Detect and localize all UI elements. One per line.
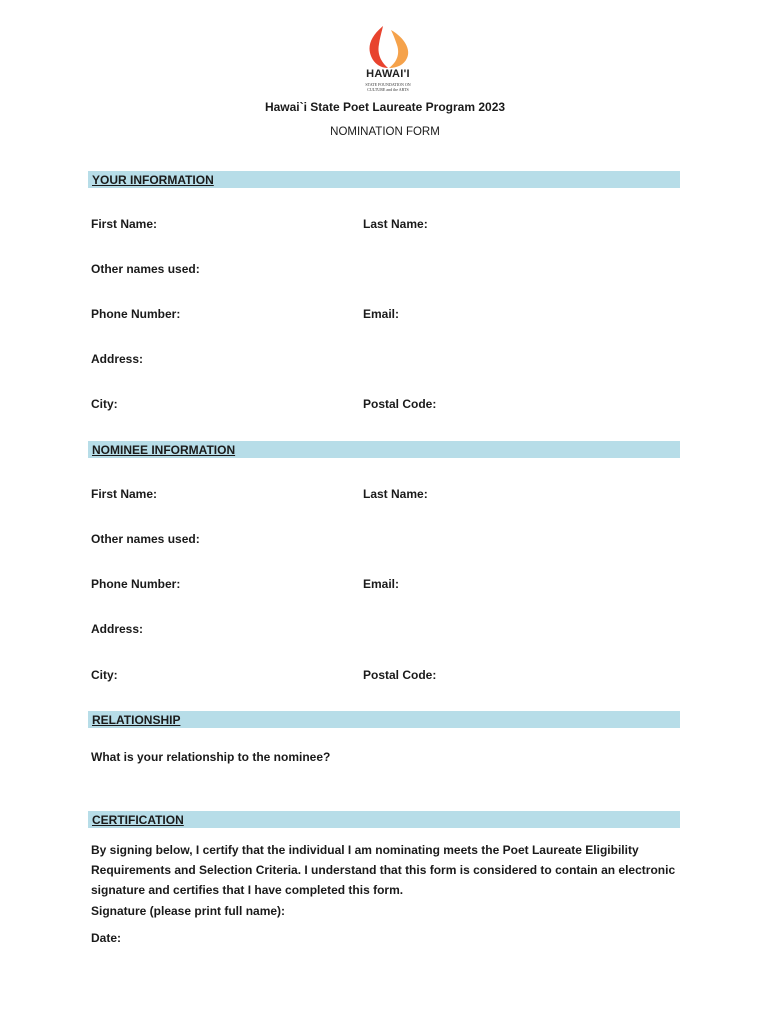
your-first-name-label: First Name: [91,217,158,231]
nominee-city-label: City: [91,668,118,682]
nominee-first-name-label: First Name: [91,487,158,501]
relationship-question-label: What is your relationship to the nominee? [91,750,331,764]
nominee-other-names-label: Other names used: [91,532,200,546]
form-title: NOMINATION FORM [330,126,440,138]
your-information-section-header: YOUR INFORMATION [88,171,680,188]
certification-statement: By signing below, I certify that the individual I am nominating meets the Poet Laureate Eligibility Requirements and Selection Criteria. I understand that this form is considered to contain an electronic signature and certifies that I have completed this form. [91,843,676,897]
date-label: Date: [91,931,122,945]
nominee-email-label: Email: [363,577,400,591]
your-email-label: Email: [363,307,400,321]
program-title: Hawai`i State Poet Laureate Program 2023 [264,100,506,114]
your-address-label: Address: [91,352,144,366]
your-other-names-label: Other names used: [91,262,200,276]
your-last-name-label: Last Name: [363,217,428,231]
logo-subtitle: STATE FOUNDATION ON CULTURE and the ARTS [365,82,411,92]
nominee-phone-label: Phone Number: [91,577,181,591]
signature-label: Signature (please print full name): [91,904,286,918]
logo-wordmark: HAWAI'I [366,68,410,80]
your-city-label: City: [91,397,118,411]
relationship-section-header: RELATIONSHIP [88,711,680,728]
nominee-postal-code-label: Postal Code: [363,668,437,682]
your-postal-code-label: Postal Code: [363,397,437,411]
hawaii-sfca-logo [358,24,418,94]
nominee-address-label: Address: [91,622,144,636]
your-phone-label: Phone Number: [91,307,181,321]
nominee-last-name-label: Last Name: [363,487,428,501]
nominee-information-section-header: NOMINEE INFORMATION [88,441,680,458]
certification-section-header: CERTIFICATION [88,811,680,828]
flame-icon [361,24,415,70]
